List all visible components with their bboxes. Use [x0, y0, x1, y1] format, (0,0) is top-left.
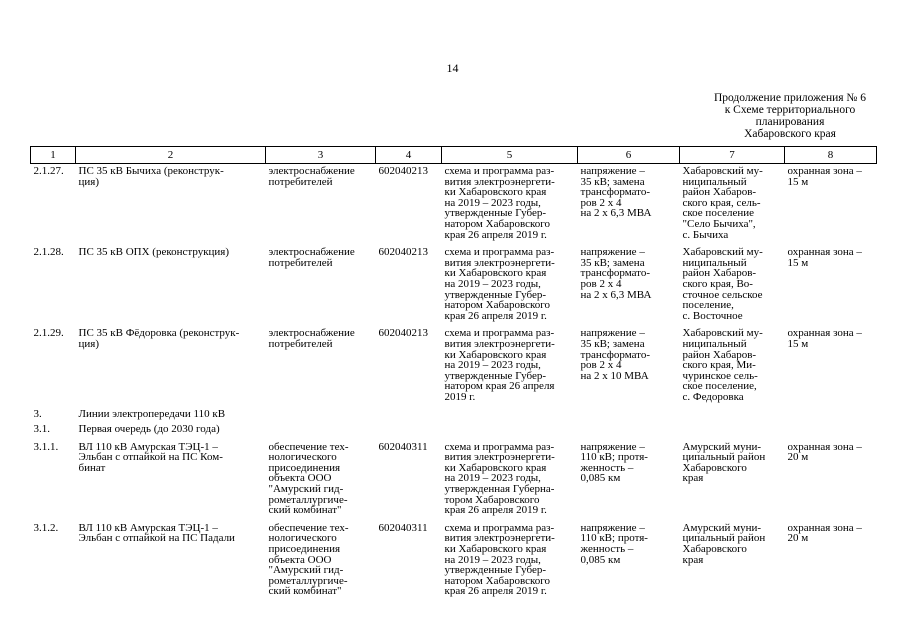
- object-purpose: электроснабжение потребителей: [268, 246, 355, 269]
- object-characteristics: напряжение – 35 кВ; замена трансформато- ров 2 х 4 на 2 х 6,3 МВА: [580, 165, 652, 220]
- object-code: 602040213: [378, 165, 428, 177]
- column-header: 5: [442, 147, 578, 164]
- row-number: 2.1.29.: [33, 327, 64, 340]
- object-location: Хабаровский му- ниципальный район Хабаров- ского края, Ми- чуринское сель- ское поселение, с. Федоровка: [682, 327, 763, 403]
- column-header: 2: [76, 147, 266, 164]
- object-purpose: электроснабжение потребителей: [268, 327, 355, 350]
- object-basis: схема и программа раз- вития электроэнергети- ки Хабаровского края на 2019 – 2023 годы, утвержденные Губер- натором Хабаровского края 26 апреля 2019 г.: [444, 521, 555, 598]
- object-characteristics: напряжение – 110 кВ; протя- женность – 0,085 км: [580, 440, 648, 485]
- object-location: Амурский муни- ципальный район Хабаровского края: [682, 521, 766, 566]
- section-row: [31, 422, 877, 440]
- table-row: [31, 245, 877, 326]
- row-number: 3.: [33, 408, 42, 421]
- objects-table: [30, 146, 877, 602]
- object-basis: схема и программа раз- вития электроэнергети- ки Хабаровского края на 2019 – 2023 годы, утвержденные Губер- натором Хабаровского края 26 апреля 2019 г.: [444, 246, 555, 322]
- object-name: ВЛ 110 кВ Амурская ТЭЦ-1 – Эльбан с отпайкой на ПС Ком- бинат: [78, 440, 223, 474]
- table-row: [31, 440, 877, 521]
- object-characteristics: напряжение – 35 кВ; замена трансформато- ров 2 х 4 на 2 х 6,3 МВА: [580, 246, 652, 301]
- object-location: Хабаровский му- ниципальный район Хабаров- ского края, сель- ское поселение "Село Бычиха", с. Бычиха: [682, 165, 763, 241]
- appendix-caption: Продолжение приложения № 6 к Схеме территориального планирования Хабаровского края: [713, 92, 867, 140]
- row-number: 3.1.2.: [33, 521, 59, 534]
- section-title: Линии электропередачи 110 кВ: [78, 408, 226, 421]
- table-row: [31, 164, 877, 246]
- object-basis: схема и программа раз- вития электроэнергети- ки Хабаровского края на 2019 – 2023 годы, утвержденная Губерна- тором Хабаровского края 26 апреля 2019 г.: [444, 440, 555, 517]
- column-header: 8: [785, 147, 877, 164]
- column-header: 4: [376, 147, 442, 164]
- table-row: [31, 326, 877, 407]
- column-header: 1: [31, 147, 76, 164]
- column-header: 7: [680, 147, 785, 164]
- object-basis: схема и программа раз- вития электроэнергети- ки Хабаровского края на 2019 – 2023 годы, утвержденные Губер- натором Хабаровского края 26 апреля 2019 г.: [444, 165, 555, 241]
- object-name: ВЛ 110 кВ Амурская ТЭЦ-1 – Эльбан с отпайкой на ПС Падали: [78, 521, 235, 545]
- row-number: 2.1.28.: [33, 246, 64, 259]
- column-header: 3: [266, 147, 376, 164]
- table-header-row: [31, 147, 877, 164]
- object-basis: схема и программа раз- вития электроэнергети- ки Хабаровского края на 2019 – 2023 годы, утвержденные Губер- натором края 26 апреля 2019 г.: [444, 327, 555, 403]
- object-code: 602040311: [378, 521, 428, 534]
- object-name: ПС 35 кВ ОПХ (реконструкция): [78, 246, 230, 259]
- row-number: 2.1.27.: [33, 165, 64, 177]
- object-purpose: обеспечение тех- нологического присоединения объекта ООО "Амурский гид- рометаллургиче- ский комбинат": [268, 440, 349, 517]
- object-zone: охранная зона – 15 м: [787, 246, 862, 269]
- page-number: 14: [446, 61, 459, 75]
- object-code: 602040213: [378, 327, 428, 340]
- object-zone: охранная зона – 15 м: [787, 327, 862, 350]
- object-purpose: обеспечение тех- нологического присоединения объекта ООО "Амурский гид- рометаллургиче- ский комбинат": [268, 521, 349, 598]
- object-location: Амурский муни- ципальный район Хабаровского края: [682, 440, 766, 485]
- row-number: 3.1.: [33, 423, 50, 436]
- object-name: ПС 35 кВ Бычиха (реконструк- ция): [78, 165, 224, 188]
- section-title: Первая очередь (до 2030 года): [78, 423, 220, 436]
- row-number: 3.1.1.: [33, 440, 59, 453]
- object-zone: охранная зона – 20 м: [787, 521, 862, 545]
- object-name: ПС 35 кВ Фёдоровка (реконструк- ция): [78, 327, 240, 350]
- column-header: 6: [578, 147, 680, 164]
- object-purpose: электроснабжение потребителей: [268, 165, 355, 188]
- object-zone: охранная зона – 15 м: [787, 165, 862, 188]
- object-code: 602040311: [378, 440, 428, 453]
- object-code: 602040213: [378, 246, 428, 259]
- table-row: [31, 521, 877, 602]
- object-characteristics: напряжение – 110 кВ; протя- женность – 0,085 км: [580, 521, 648, 566]
- object-location: Хабаровский му- ниципальный район Хабаров- ского края, Во- сточное сельское поселение, с. Восточное: [682, 246, 763, 322]
- section-row: [31, 407, 877, 422]
- object-characteristics: напряжение – 35 кВ; замена трансформато- ров 2 х 4 на 2 х 10 МВА: [580, 327, 650, 382]
- object-zone: охранная зона – 20 м: [787, 440, 862, 464]
